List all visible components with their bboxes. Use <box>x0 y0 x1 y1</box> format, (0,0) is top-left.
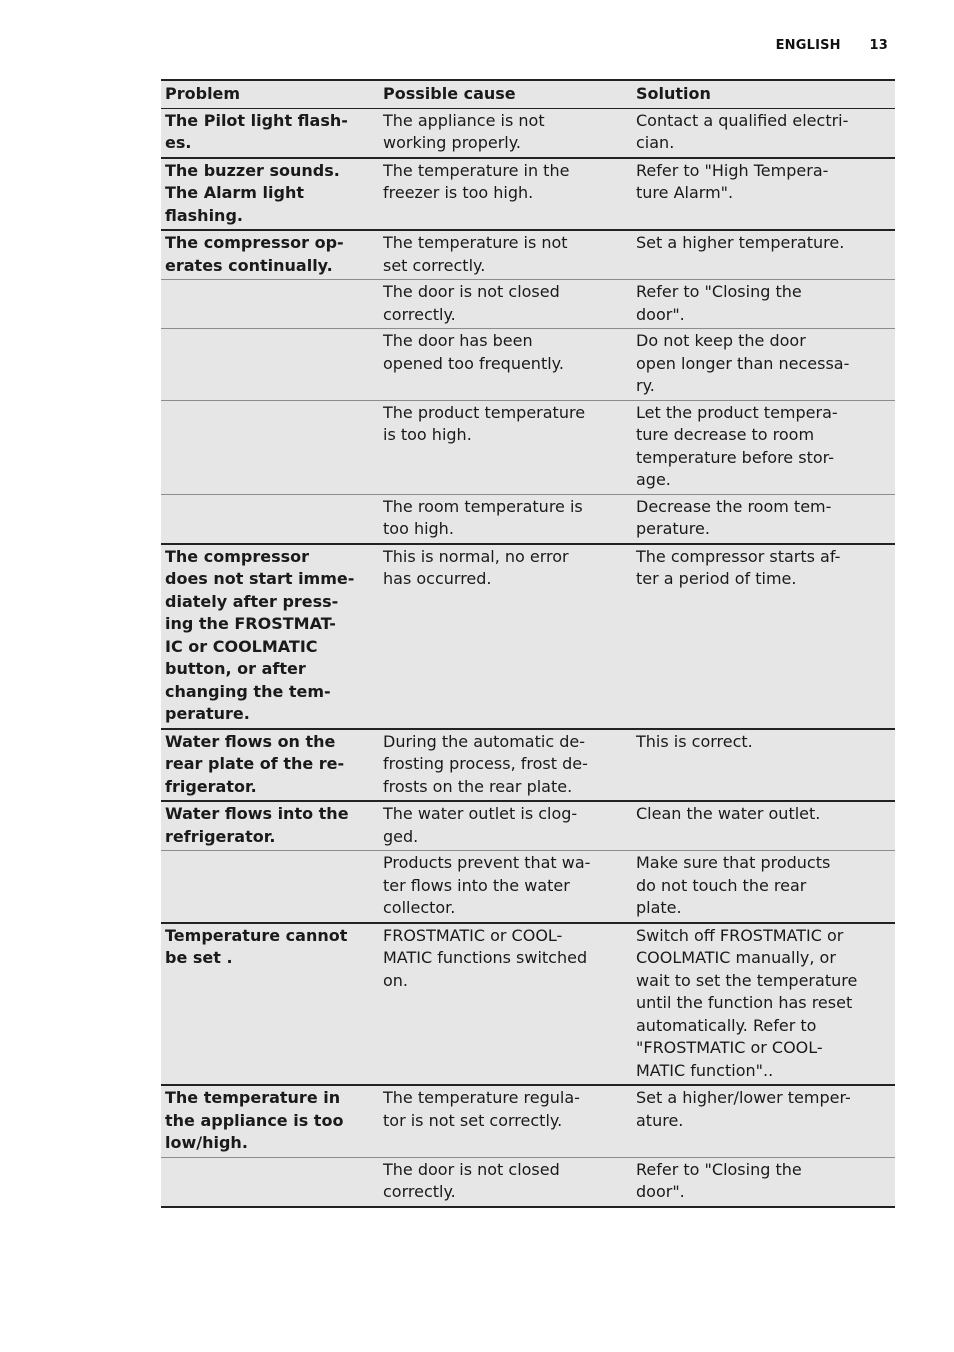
problem-text-line: The buzzer sounds. <box>165 160 340 180</box>
problem-text-line: The Alarm light <box>165 183 304 202</box>
solution-cell <box>632 108 895 158</box>
cause-cell <box>379 1157 632 1207</box>
table-row <box>161 729 895 802</box>
problem-cell <box>161 329 379 401</box>
cause-cell <box>379 851 632 923</box>
solution-cell <box>632 851 895 923</box>
cause-text-line: The product temperature <box>383 402 586 422</box>
problem-cell <box>161 280 379 329</box>
cause-text-line: tor is not set correctly. <box>383 1110 563 1130</box>
solution-text-line: COOLMATIC manually, or <box>636 948 836 967</box>
problem-text-line: erates continually. <box>165 255 333 275</box>
cause-text-line: set correctly. <box>383 255 486 275</box>
column-header-solution: Solution <box>632 80 895 108</box>
problem-text-line: The compressor <box>165 546 309 566</box>
solution-text-line: age. <box>636 470 671 489</box>
solution-text-line: ter a period of time. <box>636 569 797 588</box>
solution-text-line: Refer to "High Tempera- <box>636 160 829 180</box>
problem-cell <box>161 494 379 544</box>
solution-text-line: Set a higher temperature. <box>636 233 845 252</box>
problem-text-line: changing the tem- <box>165 681 331 701</box>
problem-text-line: ing the FROSTMAT- <box>165 614 336 633</box>
problem-cell <box>161 801 379 851</box>
cause-cell <box>379 544 632 729</box>
solution-cell <box>632 158 895 231</box>
solution-text-line: Decrease the room tem- <box>636 496 832 516</box>
cause-text-line: FROSTMATIC or COOL- <box>383 925 563 945</box>
solution-text-line: Switch off FROSTMATIC or <box>636 925 844 945</box>
solution-text-line: MATIC function".. <box>636 1060 774 1080</box>
cause-text-line: frosts on the rear plate. <box>383 776 573 796</box>
solution-text-line: Contact a qualified electri- <box>636 110 849 130</box>
problem-text-line: The temperature in <box>165 1088 341 1107</box>
solution-cell <box>632 923 895 1086</box>
solution-cell <box>632 400 895 494</box>
cause-cell <box>379 1085 632 1157</box>
table-row <box>161 329 895 401</box>
solution-text-line: The compressor starts af- <box>636 546 841 566</box>
problem-text-line: Water flows on the <box>165 731 336 751</box>
table-row <box>161 923 895 1086</box>
solution-text-line: ry. <box>636 376 655 395</box>
solution-text-line: Make sure that products <box>636 853 831 872</box>
problem-text-line: rear plate of the re- <box>165 754 345 773</box>
problem-text-line: IC or COOLMATIC <box>165 636 318 656</box>
cause-text-line: The temperature in the <box>383 160 570 180</box>
cause-text-line: has occurred. <box>383 569 492 588</box>
solution-cell <box>632 329 895 401</box>
table-row <box>161 158 895 231</box>
problem-cell <box>161 729 379 802</box>
solution-text-line: do not touch the rear <box>636 875 807 895</box>
table-header-row <box>161 80 895 108</box>
solution-text-line: open longer than necessa- <box>636 353 850 373</box>
cause-text-line: opened too frequently. <box>383 353 564 373</box>
cause-text-line: The water outlet is clog- <box>383 804 578 823</box>
problem-text-line: low/high. <box>165 1133 248 1152</box>
cause-cell <box>379 801 632 851</box>
cause-cell <box>379 729 632 802</box>
solution-text-line: automatically. Refer to <box>636 1015 817 1035</box>
solution-cell <box>632 1085 895 1157</box>
problem-cell <box>161 851 379 923</box>
cause-cell <box>379 400 632 494</box>
cause-cell <box>379 494 632 544</box>
problem-text-line: Water flows into the <box>165 804 349 823</box>
solution-text-line: door". <box>636 304 685 324</box>
table-row <box>161 851 895 923</box>
problem-text-line: The Pilot light flash- <box>165 110 348 130</box>
cause-text-line: The room temperature is <box>383 496 583 516</box>
solution-text-line: Refer to "Closing the <box>636 1159 802 1179</box>
problem-cell <box>161 158 379 231</box>
table-row <box>161 400 895 494</box>
problem-cell <box>161 230 379 280</box>
cause-text-line: The appliance is not <box>383 110 545 130</box>
cause-cell <box>379 108 632 158</box>
problem-text-line: perature. <box>165 704 250 723</box>
problem-cell <box>161 400 379 494</box>
problem-text-line: the appliance is too <box>165 1110 344 1130</box>
cause-text-line: correctly. <box>383 304 456 324</box>
solution-text-line: perature. <box>636 519 710 538</box>
solution-text-line: temperature before stor- <box>636 447 834 467</box>
solution-cell <box>632 544 895 729</box>
cause-text-line: is too high. <box>383 425 472 444</box>
cause-text-line: The door is not closed <box>383 1159 560 1179</box>
cause-cell <box>379 280 632 329</box>
problem-text-line: Temperature cannot <box>165 925 348 945</box>
table-row <box>161 108 895 158</box>
solution-cell <box>632 230 895 280</box>
solution-text-line: plate. <box>636 898 682 917</box>
cause-text-line: The door is not closed <box>383 282 560 301</box>
cause-text-line: The temperature regula- <box>383 1088 580 1107</box>
cause-text-line: This is normal, no error <box>383 546 569 566</box>
cause-text-line: too high. <box>383 519 454 538</box>
problem-cell <box>161 1157 379 1207</box>
table-row <box>161 280 895 329</box>
table-row <box>161 1157 895 1207</box>
solution-text-line: until the function has reset <box>636 993 853 1012</box>
solution-text-line: ture Alarm". <box>636 183 734 202</box>
cause-text-line: working properly. <box>383 133 522 152</box>
solution-text-line: ature. <box>636 1110 684 1130</box>
problem-text-line: be set . <box>165 948 233 967</box>
problem-text-line: does not start imme- <box>165 569 355 588</box>
cause-cell <box>379 923 632 1086</box>
problem-cell <box>161 544 379 729</box>
table-row <box>161 801 895 851</box>
solution-text-line: Clean the water outlet. <box>636 804 821 823</box>
page-header <box>776 38 888 53</box>
language-label: ENGLISH <box>775 38 841 53</box>
problem-text-line: es. <box>165 133 192 152</box>
solution-text-line: Refer to "Closing the <box>636 282 802 301</box>
page-number: 13 <box>869 38 888 53</box>
troubleshooting-table <box>161 79 895 1208</box>
problem-text-line: frigerator. <box>165 776 257 796</box>
solution-text-line: cian. <box>636 133 675 152</box>
cause-text-line: MATIC functions switched <box>383 948 588 967</box>
cause-cell <box>379 230 632 280</box>
solution-text-line: ture decrease to room <box>636 425 815 444</box>
table-row <box>161 230 895 280</box>
solution-text-line: "FROSTMATIC or COOL- <box>636 1038 823 1057</box>
cause-text-line: frosting process, frost de- <box>383 754 588 773</box>
solution-cell <box>632 280 895 329</box>
problem-text-line: The compressor op- <box>165 233 344 252</box>
problem-text-line: flashing. <box>165 205 243 225</box>
problem-cell <box>161 1085 379 1157</box>
problem-text-line: refrigerator. <box>165 826 276 846</box>
problem-text-line: button, or after <box>165 659 306 678</box>
cause-text-line: ter flows into the water <box>383 875 570 895</box>
cause-text-line: on. <box>383 970 409 990</box>
cause-text-line: The temperature is not <box>383 233 568 252</box>
column-header-problem: Problem <box>161 80 379 108</box>
solution-text-line: wait to set the temperature <box>636 970 858 990</box>
table-row <box>161 544 895 729</box>
cause-text-line: The door has been <box>383 331 533 350</box>
solution-cell <box>632 494 895 544</box>
cause-text-line: freezer is too high. <box>383 183 534 202</box>
solution-cell <box>632 1157 895 1207</box>
cause-text-line: correctly. <box>383 1182 456 1201</box>
cause-text-line: Products prevent that wa- <box>383 853 591 872</box>
problem-cell <box>161 108 379 158</box>
problem-text-line: diately after press- <box>165 591 339 611</box>
solution-text-line: Set a higher/lower temper- <box>636 1088 851 1107</box>
cause-cell <box>379 329 632 401</box>
solution-cell <box>632 729 895 802</box>
cause-text-line: collector. <box>383 898 456 917</box>
cause-text-line: ged. <box>383 826 419 846</box>
solution-cell <box>632 801 895 851</box>
cause-text-line: During the automatic de- <box>383 731 585 751</box>
problem-cell <box>161 923 379 1086</box>
solution-text-line: Let the product tempera- <box>636 402 838 422</box>
table-row <box>161 494 895 544</box>
cause-cell <box>379 158 632 231</box>
solution-text-line: door". <box>636 1182 685 1201</box>
solution-text-line: This is correct. <box>636 731 753 751</box>
solution-text-line: Do not keep the door <box>636 331 806 350</box>
column-header-cause: Possible cause <box>379 80 632 108</box>
table-row <box>161 1085 895 1157</box>
